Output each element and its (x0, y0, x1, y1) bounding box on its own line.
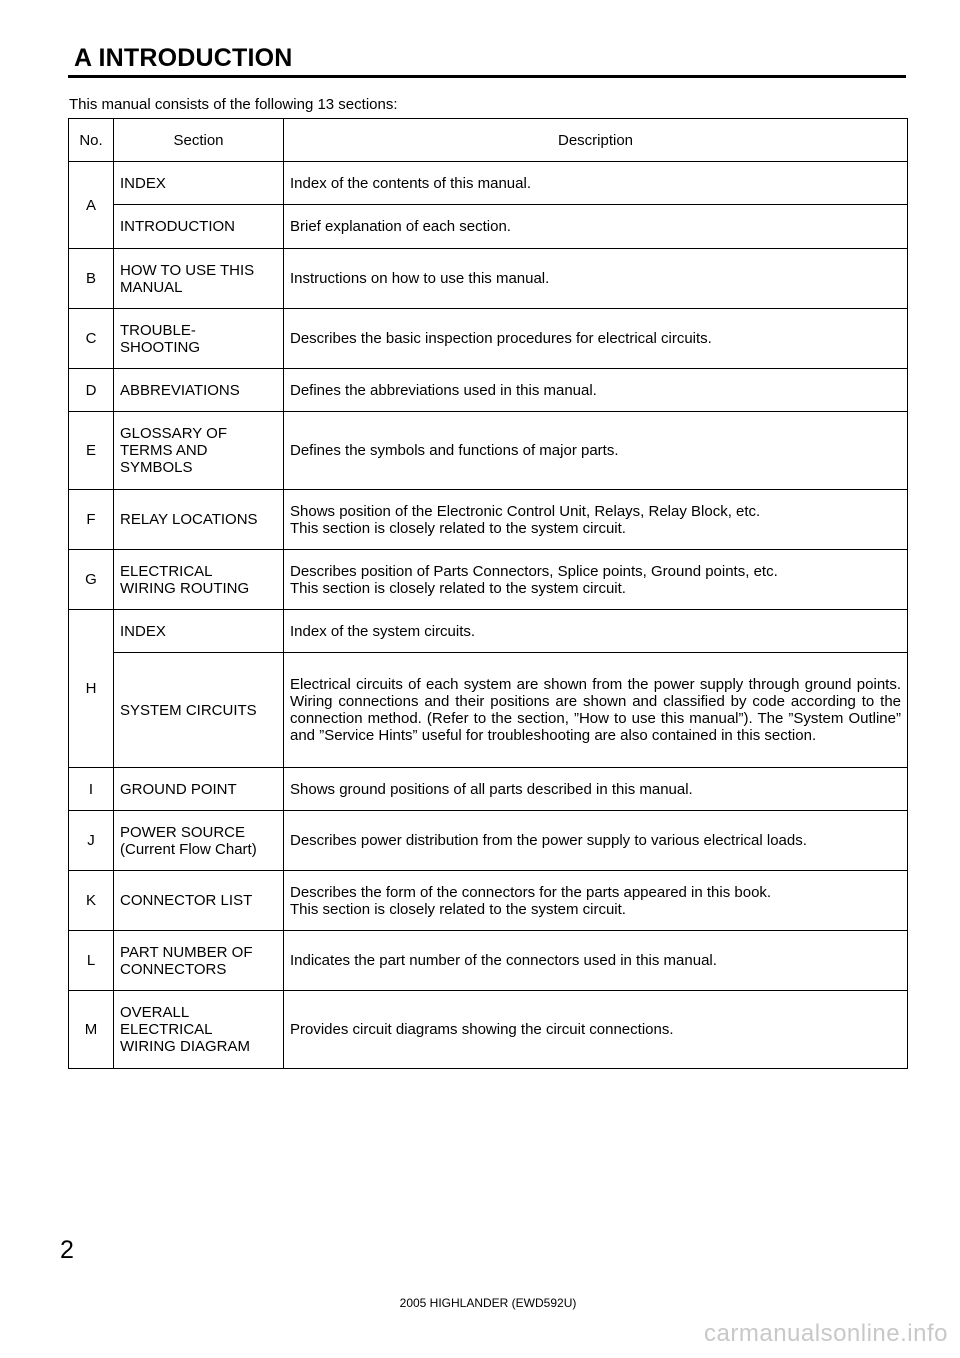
table-row (69, 162, 908, 205)
cell-no: F (69, 490, 114, 550)
cell-section: POWER SOURCE (Current Flow Chart) (114, 811, 284, 871)
table-row (69, 205, 908, 249)
cell-no: B (69, 249, 114, 309)
cell-description: Instructions on how to use this manual. (284, 249, 908, 309)
table-row (69, 811, 908, 871)
table-row (69, 768, 908, 811)
cell-no: M (69, 991, 114, 1069)
cell-description: Index of the contents of this manual. (284, 162, 908, 205)
table-row (69, 249, 908, 309)
header-section: Section (114, 119, 284, 162)
cell-description: Shows ground positions of all parts described in this manual. (284, 768, 908, 811)
cell-no: L (69, 931, 114, 991)
cell-no: D (69, 369, 114, 412)
cell-no: C (69, 309, 114, 369)
cell-no: H (69, 610, 114, 768)
cell-no: A (69, 162, 114, 249)
cell-section: GROUND POINT (114, 768, 284, 811)
cell-description: Indicates the part number of the connectors used in this manual. (284, 931, 908, 991)
table-row (69, 991, 908, 1069)
table-row (69, 931, 908, 991)
cell-description: Shows position of the Electronic Control Unit, Relays, Relay Block, etc. This section is closely related to the system circuit. (284, 490, 908, 550)
cell-section: TROUBLE- SHOOTING (114, 309, 284, 369)
page-title: A INTRODUCTION (74, 44, 293, 72)
cell-section: CONNECTOR LIST (114, 871, 284, 931)
cell-description: Describes power distribution from the power supply to various electrical loads. (284, 811, 908, 871)
table-header-row (69, 119, 908, 162)
cell-no: K (69, 871, 114, 931)
table-row (69, 653, 908, 768)
table-row (69, 871, 908, 931)
cell-no: G (69, 550, 114, 610)
cell-description: Provides circuit diagrams showing the circuit connections. (284, 991, 908, 1069)
table-row (69, 369, 908, 412)
header-no: No. (69, 119, 114, 162)
table-row (69, 550, 908, 610)
intro-text: This manual consists of the following 13 sections: (69, 96, 398, 113)
cell-section: RELAY LOCATIONS (114, 490, 284, 550)
cell-description: Describes the basic inspection procedures for electrical circuits. (284, 309, 908, 369)
cell-section: INDEX (114, 162, 284, 205)
cell-no: J (69, 811, 114, 871)
table-row (69, 412, 908, 490)
cell-section: OVERALL ELECTRICAL WIRING DIAGRAM (114, 991, 284, 1069)
cell-description: Describes position of Parts Connectors, Splice points, Ground points, etc. This section is closely related to the system circuit. (284, 550, 908, 610)
cell-section: ABBREVIATIONS (114, 369, 284, 412)
cell-section: GLOSSARY OF TERMS AND SYMBOLS (114, 412, 284, 490)
cell-description: Defines the symbols and functions of major parts. (284, 412, 908, 490)
cell-description: Index of the system circuits. (284, 610, 908, 653)
table-row (69, 610, 908, 653)
cell-section: HOW TO USE THIS MANUAL (114, 249, 284, 309)
table-row (69, 309, 908, 369)
cell-description: Defines the abbreviations used in this manual. (284, 369, 908, 412)
title-divider (68, 75, 906, 78)
cell-section: ELECTRICAL WIRING ROUTING (114, 550, 284, 610)
header-description: Description (284, 119, 908, 162)
sections-table (68, 118, 908, 1069)
cell-no: E (69, 412, 114, 490)
cell-description: Describes the form of the connectors for the parts appeared in this book. This section is closely related to the system circuit. (284, 871, 908, 931)
cell-section: SYSTEM CIRCUITS (114, 653, 284, 768)
cell-section: PART NUMBER OF CONNECTORS (114, 931, 284, 991)
cell-section: INTRODUCTION (114, 205, 284, 249)
cell-section: INDEX (114, 610, 284, 653)
cell-description: Electrical circuits of each system are shown from the power supply through ground points. Wiring connections and their positions are shown and classified by code according to the connection method. (Refer to the section, ”How to use this manual”). The ”System Outline” and ”Service Hints” useful for troubleshooting are also contained in this section. (284, 653, 908, 768)
cell-description: Brief explanation of each section. (284, 205, 908, 249)
page-number: 2 (60, 1236, 74, 1264)
table-row (69, 490, 908, 550)
cell-no: I (69, 768, 114, 811)
watermark: carmanualsonline.info (704, 1320, 948, 1347)
footer-text: 2005 HIGHLANDER (EWD592U) (399, 1296, 577, 1310)
